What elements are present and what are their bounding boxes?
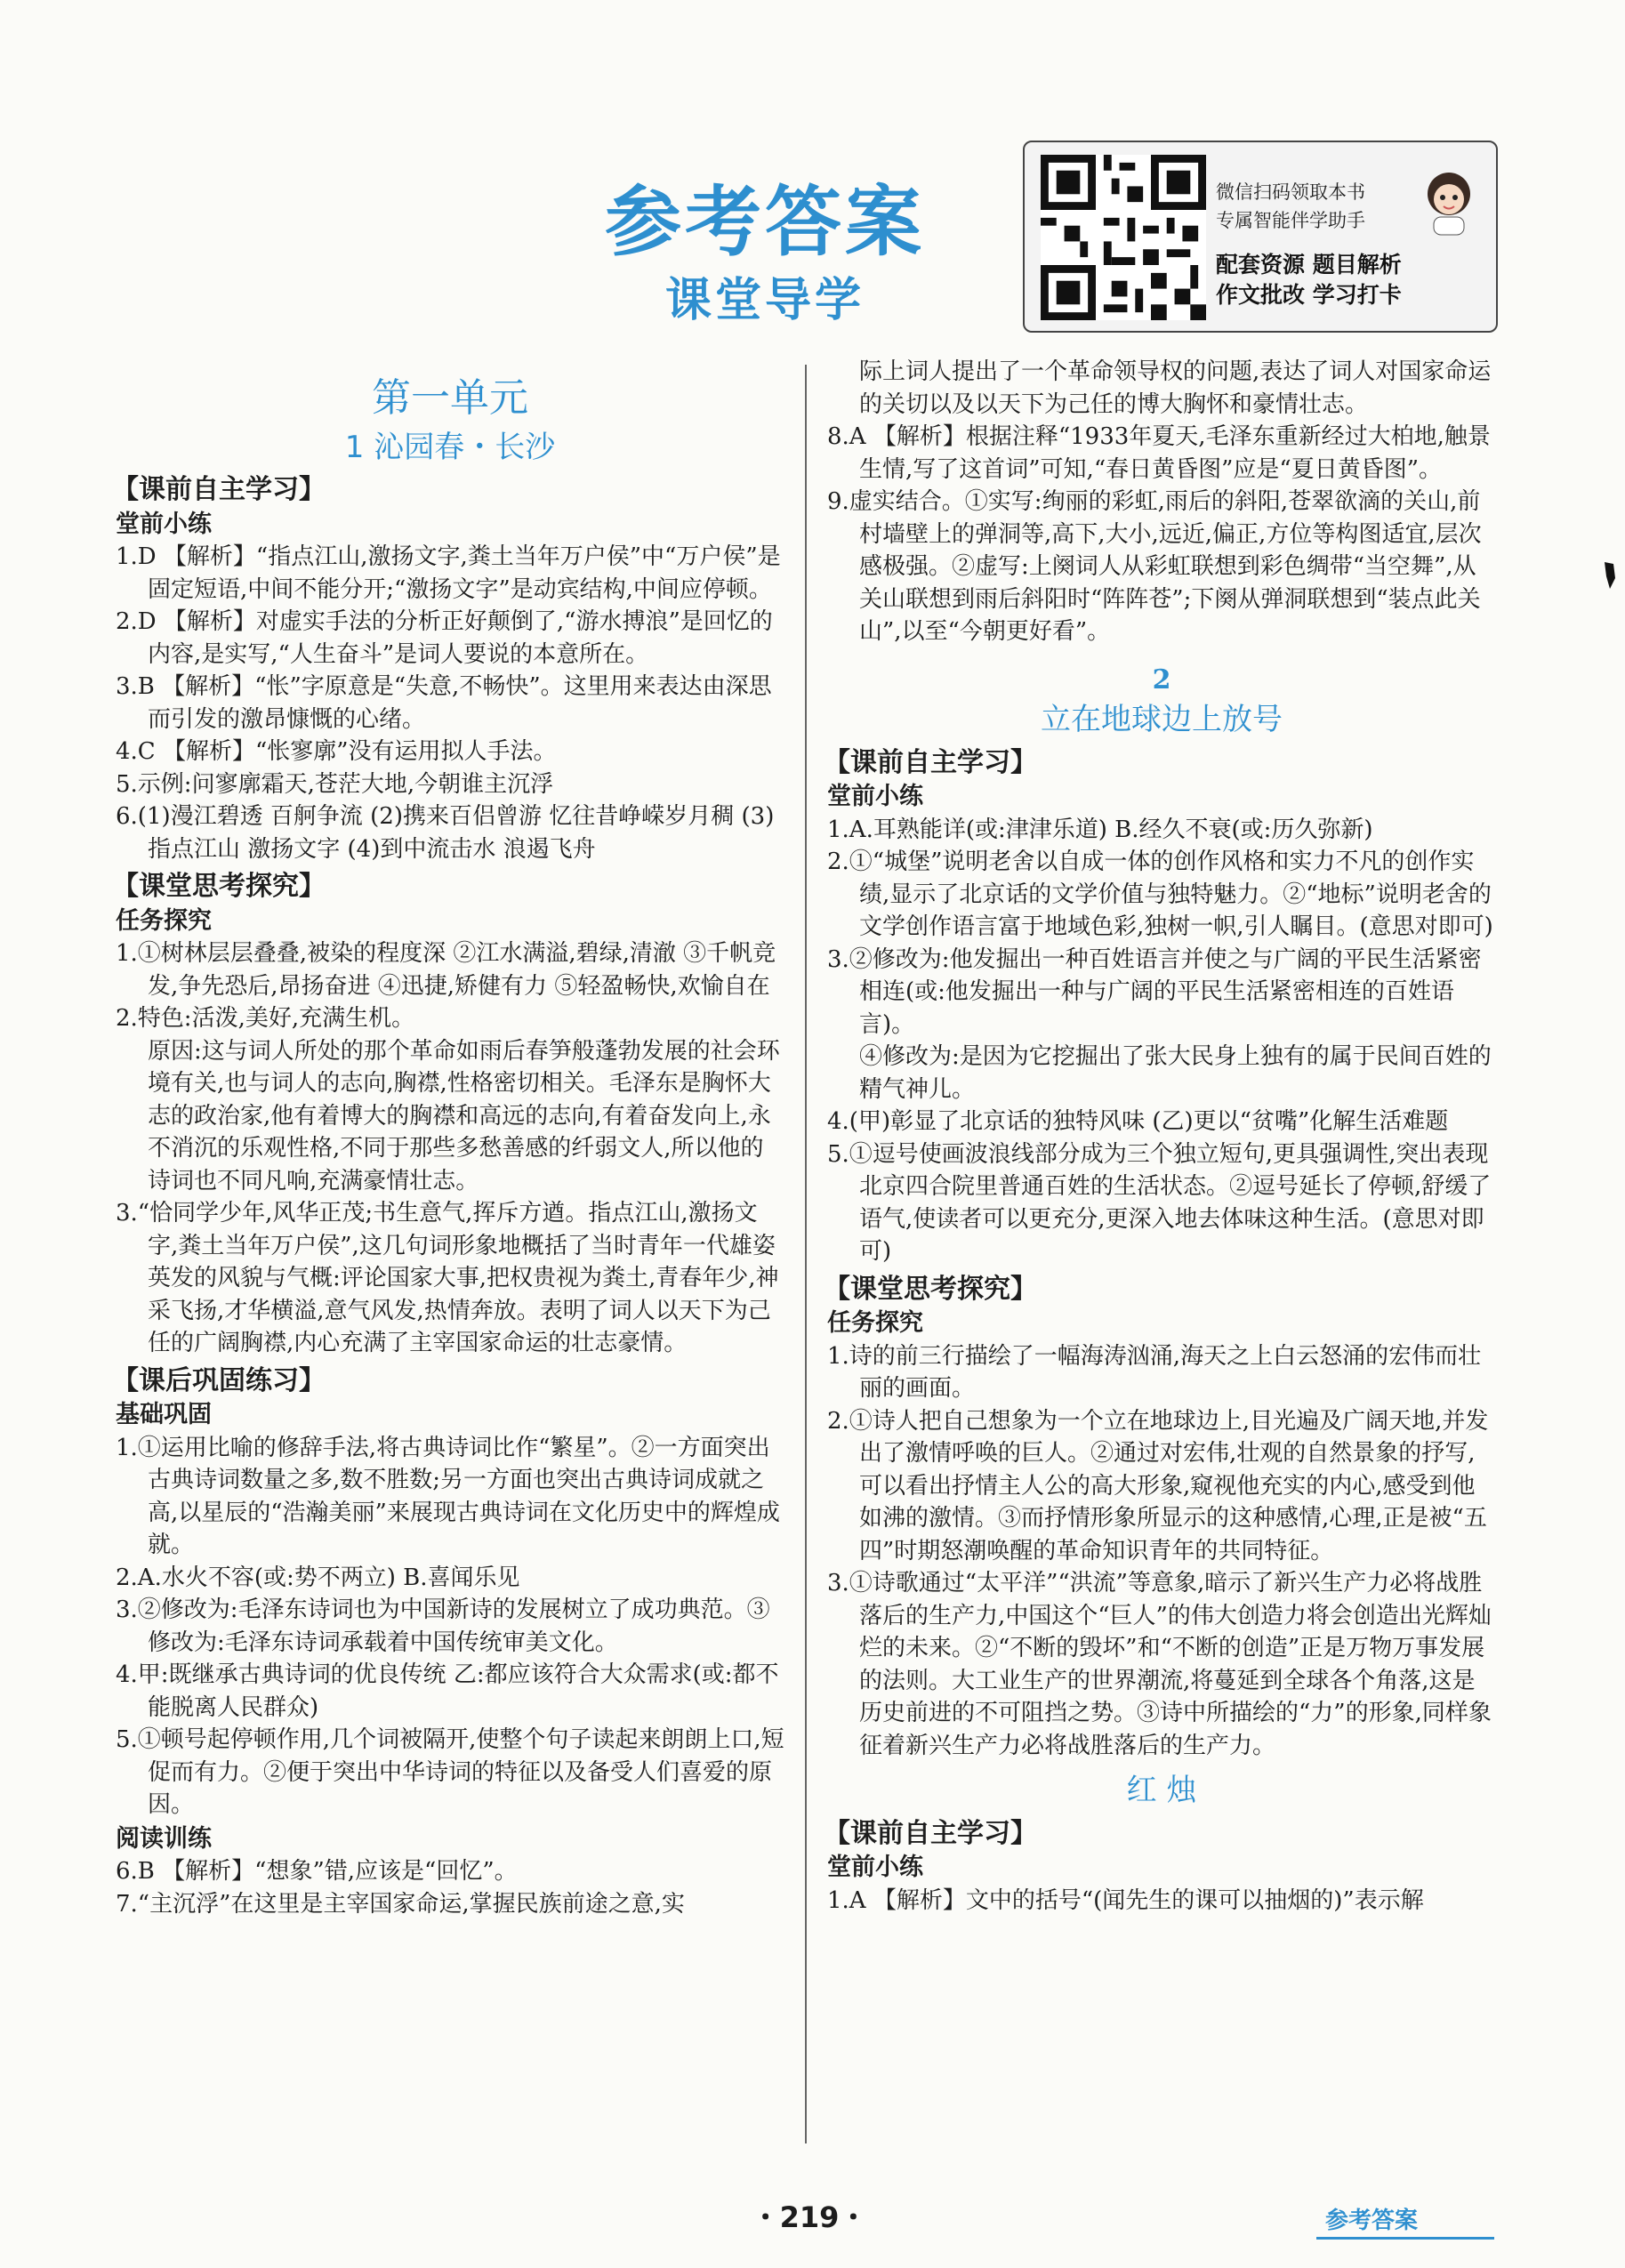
answer-item: 9.虚实结合。①实写:绚丽的彩虹,雨后的斜阳,苍翠欲滴的关山,前村墙壁上的弹洞等,高下,大小,远近,偏正,方位等构图适宜,层次感极强。②虚写:上阕词人从彩虹联想到彩色绸带“当空舞”,从关山联想到雨后斜阳时“阵阵苍”;下阕从弹洞联想到“装点此关山”,以至“今朝更好看”。 — [827, 488, 1482, 645]
column-divider — [805, 365, 807, 2143]
lesson-heading: 立在地球边上放号 — [1041, 702, 1283, 737]
page-number: ・219・ — [751, 2200, 868, 2234]
answer-item: 1.①树林层层叠叠,被染的程度深 ②江水满溢,碧绿,清澈 ③千帆竞发,争先恐后,昂扬奋进 ④迅捷,矫健有力 ⑤轻盈畅快,欢愉自在 — [116, 940, 776, 1000]
answer-item: 7.“主沉浮”在这里是主宰国家命运,掌握民族前途之意,实 — [116, 1890, 685, 1918]
answer-item: 2.特色:活泼,美好,充满生机。 — [116, 1005, 415, 1032]
answer-item: 5.①顿号起停顿作用,几个词被隔开,使整个句子读起来朗朗上口,短促而有力。②便于突出中华诗词的特征以及备受人们喜爱的原因。 — [116, 1726, 784, 1818]
answer-item: 6.(1)漫江碧透 百舸争流 (2)携来百侣曾游 忆往昔峥嵘岁月稠 (3)指点江山 激扬文字 (4)到中流击水 浪遏飞舟 — [116, 803, 775, 863]
promo-features-2: 作文批改 学习打卡 — [1216, 282, 1402, 308]
answer-item: 4.C 【解析】“怅寥廓”没有运用拟人手法。 — [116, 738, 557, 765]
page-subtitle: 课堂导学 — [664, 274, 865, 327]
answer-item: 1.诗的前三行描绘了一幅海涛汹涌,海天之上白云怒涌的宏伟而壮丽的画面。 — [827, 1342, 1482, 1402]
answer-item: 1.①运用比喻的修辞手法,将古典诗词比作“繁星”。②一方面突出古典诗词数量之多,数不胜数;另一方面也突出古典诗词成就之高,以星辰的“浩瀚美丽”来展现古典诗词在文化历史中的辉煌成就。 — [116, 1434, 780, 1558]
subsection-heading: 基础巩固 — [116, 1401, 212, 1428]
section-heading: 【课堂思考探究】 — [824, 1273, 1037, 1305]
section-heading: 【课前自主学习】 — [824, 746, 1037, 778]
promo-line-2: 专属智能伴学助手 — [1216, 210, 1365, 231]
answer-item: 5.示例:问寥廓霜天,苍茫大地,今朝谁主沉浮 — [116, 770, 554, 798]
subsection-heading: 任务探究 — [116, 906, 212, 935]
answer-item: 2.①“城堡”说明老舍以自成一体的创作风格和实力不凡的创作实绩,显示了北京话的文学价值与独特魅力。②“地标”说明老舍的文学创作语言富于地域色彩,独树一帜,引人瞩目。(意思对即可) — [827, 848, 1493, 940]
answer-item: 3.B 【解析】“怅”字原意是“失意,不畅快”。这里用来表达由深思而引发的激昂慷慨的心绪。 — [116, 673, 772, 733]
answer-item: 2.A.水火不容(或:势不两立) B.喜闻乐见 — [116, 1564, 520, 1591]
footer-label: 参考答案 — [1325, 2208, 1419, 2234]
page-title: 参考答案 — [605, 178, 925, 267]
answer-item: 2.①诗人把自己想象为一个立在地球边上,目光遍及广阔天地,并发出了激情呼唤的巨人。②通过对宏伟,壮观的自然景象的抒写,可以看出抒情主人公的高大形象,窥视他充实的内心,感受到他如沸的激情。③而抒情形象所显示的这种感情,心理,正是被“五四”时期怒潮唤醒的革命知识青年的共同特征。 — [827, 1407, 1489, 1564]
answer-item: 1.A.耳熟能详(或:津津乐道) B.经久不衰(或:历久弥新) — [827, 816, 1373, 843]
lesson-heading: 1 沁园春・长沙 — [344, 429, 556, 465]
mascot-icon — [1414, 162, 1484, 242]
promo-line-1: 微信扫码领取本书 — [1216, 181, 1365, 203]
answer-item: 原因:这与词人所处的那个革命如雨后春笋般蓬勃发展的社会环境有关,也与词人的志向,胸襟,性格密切相关。毛泽东是胸怀大志的政治家,他有着博大的胸襟和高远的志向,有着奋发向上,永不消沉的乐观性格,不同于那些多愁善感的纤弱文人,所以他的诗词也不同凡响,充满豪情壮志。 — [148, 1037, 780, 1194]
lesson-heading: 红 烛 — [1126, 1773, 1197, 1808]
answer-item: ④修改为:是因为它挖掘出了张大民身上独有的属于民间百姓的精气神儿。 — [859, 1043, 1492, 1103]
section-heading: 【课后巩固练习】 — [112, 1364, 326, 1396]
subsection-heading: 堂前小练 — [827, 1854, 923, 1881]
section-heading: 【课前自主学习】 — [824, 1817, 1037, 1849]
answer-item: 1.A 【解析】文中的括号“(闻先生的课可以抽烟的)”表示解 — [827, 1886, 1424, 1914]
section-heading: 【课堂思考探究】 — [112, 871, 326, 902]
answer-item: 2.D 【解析】对虚实手法的分析正好颠倒了,“游水搏浪”是回忆的内容,是实写,“人生奋斗”是词人要说的本意所在。 — [116, 608, 773, 668]
footer-rule — [1316, 2237, 1494, 2240]
subsection-heading: 任务探究 — [827, 1309, 923, 1337]
answer-item: 5.①逗号使画波浪线部分成为三个独立短句,更具强调性,突出表现北京四合院里普通百姓的生活状态。②逗号延长了停顿,舒缓了语气,使读者可以更充分,更深入地去体味这种生活。(意思对即可) — [827, 1140, 1492, 1265]
answer-item: 际上词人提出了一个革命领导权的问题,表达了词人对国家命运的关切以及以天下为己任的博大胸怀和豪情壮志。 — [859, 358, 1492, 418]
answer-item: 6.B 【解析】“想象”错,应该是“回忆”。 — [116, 1858, 518, 1885]
subsection-heading: 堂前小练 — [827, 783, 923, 810]
section-heading: 【课前自主学习】 — [112, 474, 326, 505]
ink-mark-icon — [1601, 560, 1617, 591]
answer-item: 4.甲:既继承古典诗词的优良传统 乙:都应该符合大众需求(或:都不能脱离人民群众) — [116, 1661, 779, 1721]
promo-features-1: 配套资源 题目解析 — [1216, 252, 1402, 277]
subsection-heading: 堂前小练 — [116, 510, 212, 538]
lesson-number: 2 — [1152, 664, 1171, 696]
answer-item: 4.(甲)彰显了北京话的独特风味 (乙)更以“贫嘴”化解生活难题 — [827, 1108, 1449, 1135]
answer-item: 3.②修改为:他发掘出一种百姓语言并使之与广阔的平民生活紧密相连(或:他发掘出一种与广阔的平民生活紧密相连的百姓语言)。 — [827, 945, 1482, 1038]
qr-code-icon[interactable] — [1041, 155, 1206, 320]
unit-heading: 第一单元 — [372, 375, 528, 421]
answer-item: 3.①诗歌通过“太平洋”“洪流”等意象,暗示了新兴生产力必将战胜落后的生产力,中国这个“巨人”的伟大创造力将会创造出光辉灿烂的未来。②“不断的毁坏”和“不断的创造”正是万物万事发展的法则。大工业生产的世界潮流,将蔓延到全球各个角落,这是历史前进的不可阻挡之势。③诗中所描绘的“力”的形象,同样象征着新兴生产力必将战胜落后的生产力。 — [827, 1570, 1492, 1759]
answer-item: 8.A 【解析】根据注释“1933年夏天,毛泽东重新经过大柏地,触景生情,写了这首词”可知,“春日黄昏图”应是“夏日黄昏图”。 — [827, 423, 1491, 483]
subsection-heading: 阅读训练 — [116, 1824, 212, 1853]
right-column — [824, 356, 1496, 1917]
left-column — [112, 356, 784, 1920]
answer-item: 1.D 【解析】“指点江山,激扬文字,粪土当年万户侯”中“万户侯”是固定短语,中间不能分开;“激扬文字”是动宾结构,中间应停顿。 — [116, 543, 781, 603]
answer-item: 3.②修改为:毛泽东诗词也为中国新诗的发展树立了成功典范。③修改为:毛泽东诗词承载着中国传统审美文化。 — [116, 1596, 770, 1656]
answer-item: 3.“恰同学少年,风华正茂;书生意气,挥斥方遒。指点江山,激扬文字,粪土当年万户侯”,这几句词形象地概括了当时青年一代雄姿英发的风貌与气概:评论国家大事,把权贵视为粪土,青春年少,神采飞扬,才华横溢,意气风发,热情奔放。表明了词人以天下为己任的广阔胸襟,内心充满了主宰国家命运的壮志豪情。 — [116, 1200, 779, 1356]
promo-box — [1023, 141, 1498, 333]
